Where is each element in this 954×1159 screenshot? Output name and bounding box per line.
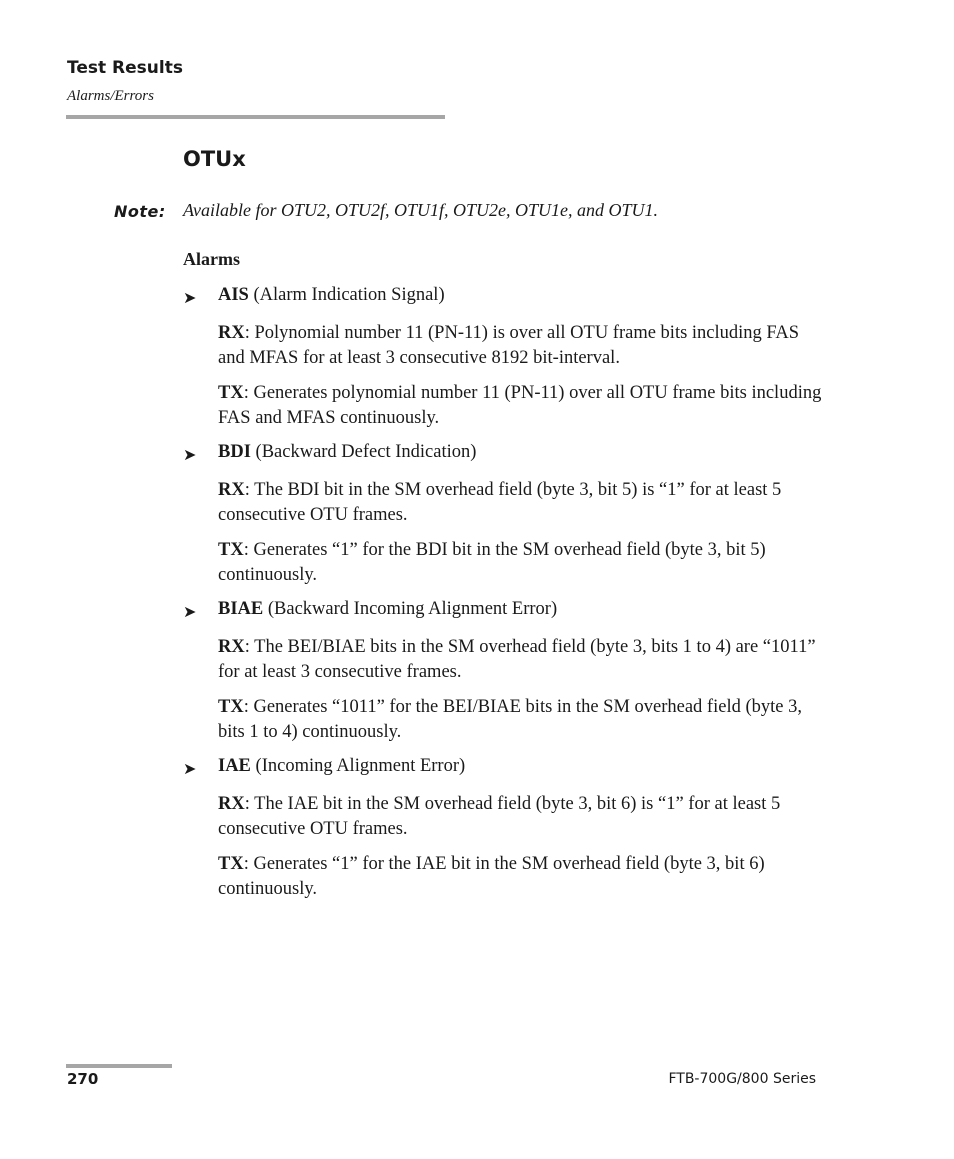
note-text: Available for OTU2, OTU2f, OTU1f, OTU2e, OTU1e, and OTU1. [183, 200, 659, 220]
tx-paragraph [218, 852, 828, 902]
header-title: Test Results [67, 58, 183, 78]
tx-paragraph [218, 538, 828, 588]
footer-rule [66, 1064, 172, 1068]
tx-text: : Generates “1” for the IAE bit in the SM overhead field (byte 3, bit 6) continuously. [218, 854, 765, 899]
tx-label: TX [218, 697, 244, 717]
alarm-code: BDI [218, 442, 251, 462]
rx-label: RX [218, 480, 245, 500]
tx-label: TX [218, 854, 244, 874]
rx-paragraph [218, 635, 828, 685]
note-label: Note: [114, 202, 166, 221]
section-title: OTUx [183, 147, 246, 171]
alarm-description: (Alarm Indication Signal) [253, 285, 445, 305]
tx-text: : Generates “1” for the BDI bit in the SM overhead field (byte 3, bit 5) continuously. [218, 540, 766, 585]
rx-paragraph [218, 321, 828, 371]
rx-paragraph [218, 792, 828, 842]
header-subtitle: Alarms/Errors [67, 88, 154, 104]
bullet-arrow-icon: ➤ [183, 761, 197, 778]
alarm-description: (Backward Incoming Alignment Error) [267, 599, 558, 619]
alarm-item-title [218, 756, 465, 777]
alarm-code: AIS [218, 285, 249, 305]
alarm-item-title [218, 599, 557, 620]
rx-text: : Polynomial number 11 (PN-11) is over all OTU frame bits including FAS and MFAS for at least 3 consecutive 8192 bit-interval. [218, 323, 799, 368]
rx-label: RX [218, 323, 245, 343]
alarm-description: (Incoming Alignment Error) [255, 756, 466, 776]
rx-text: : The BEI/BIAE bits in the SM overhead field (byte 3, bits 1 to 4) are “1011” for at least 3 consecutive frames. [218, 637, 816, 682]
header-rule [66, 115, 445, 119]
bullet-arrow-icon: ➤ [183, 447, 197, 464]
alarm-description: (Backward Defect Indication) [255, 442, 477, 462]
rx-text: : The IAE bit in the SM overhead field (byte 3, bit 6) is “1” for at least 5 consecutive OTU frames. [218, 794, 781, 839]
alarm-item-title [218, 285, 445, 306]
rx-label: RX [218, 637, 245, 657]
rx-paragraph [218, 478, 828, 528]
product-series: FTB-700G/800 Series [668, 1071, 816, 1087]
tx-label: TX [218, 383, 244, 403]
alarm-code: IAE [218, 756, 251, 776]
alarm-code: BIAE [218, 599, 264, 619]
alarm-item-title [218, 442, 476, 463]
bullet-arrow-icon: ➤ [183, 604, 197, 621]
tx-text: : Generates polynomial number 11 (PN-11) over all OTU frame bits including FAS and MFAS continuously. [218, 383, 822, 428]
tx-paragraph [218, 381, 828, 431]
tx-paragraph [218, 695, 828, 745]
page-number: 270 [67, 1070, 99, 1088]
rx-text: : The BDI bit in the SM overhead field (byte 3, bit 5) is “1” for at least 5 consecutive OTU frames. [218, 480, 782, 525]
rx-label: RX [218, 794, 245, 814]
bullet-arrow-icon: ➤ [183, 290, 197, 307]
alarms-heading: Alarms [183, 249, 240, 269]
tx-text: : Generates “1011” for the BEI/BIAE bits in the SM overhead field (byte 3, bits 1 to 4) continuously. [218, 697, 802, 742]
tx-label: TX [218, 540, 244, 560]
